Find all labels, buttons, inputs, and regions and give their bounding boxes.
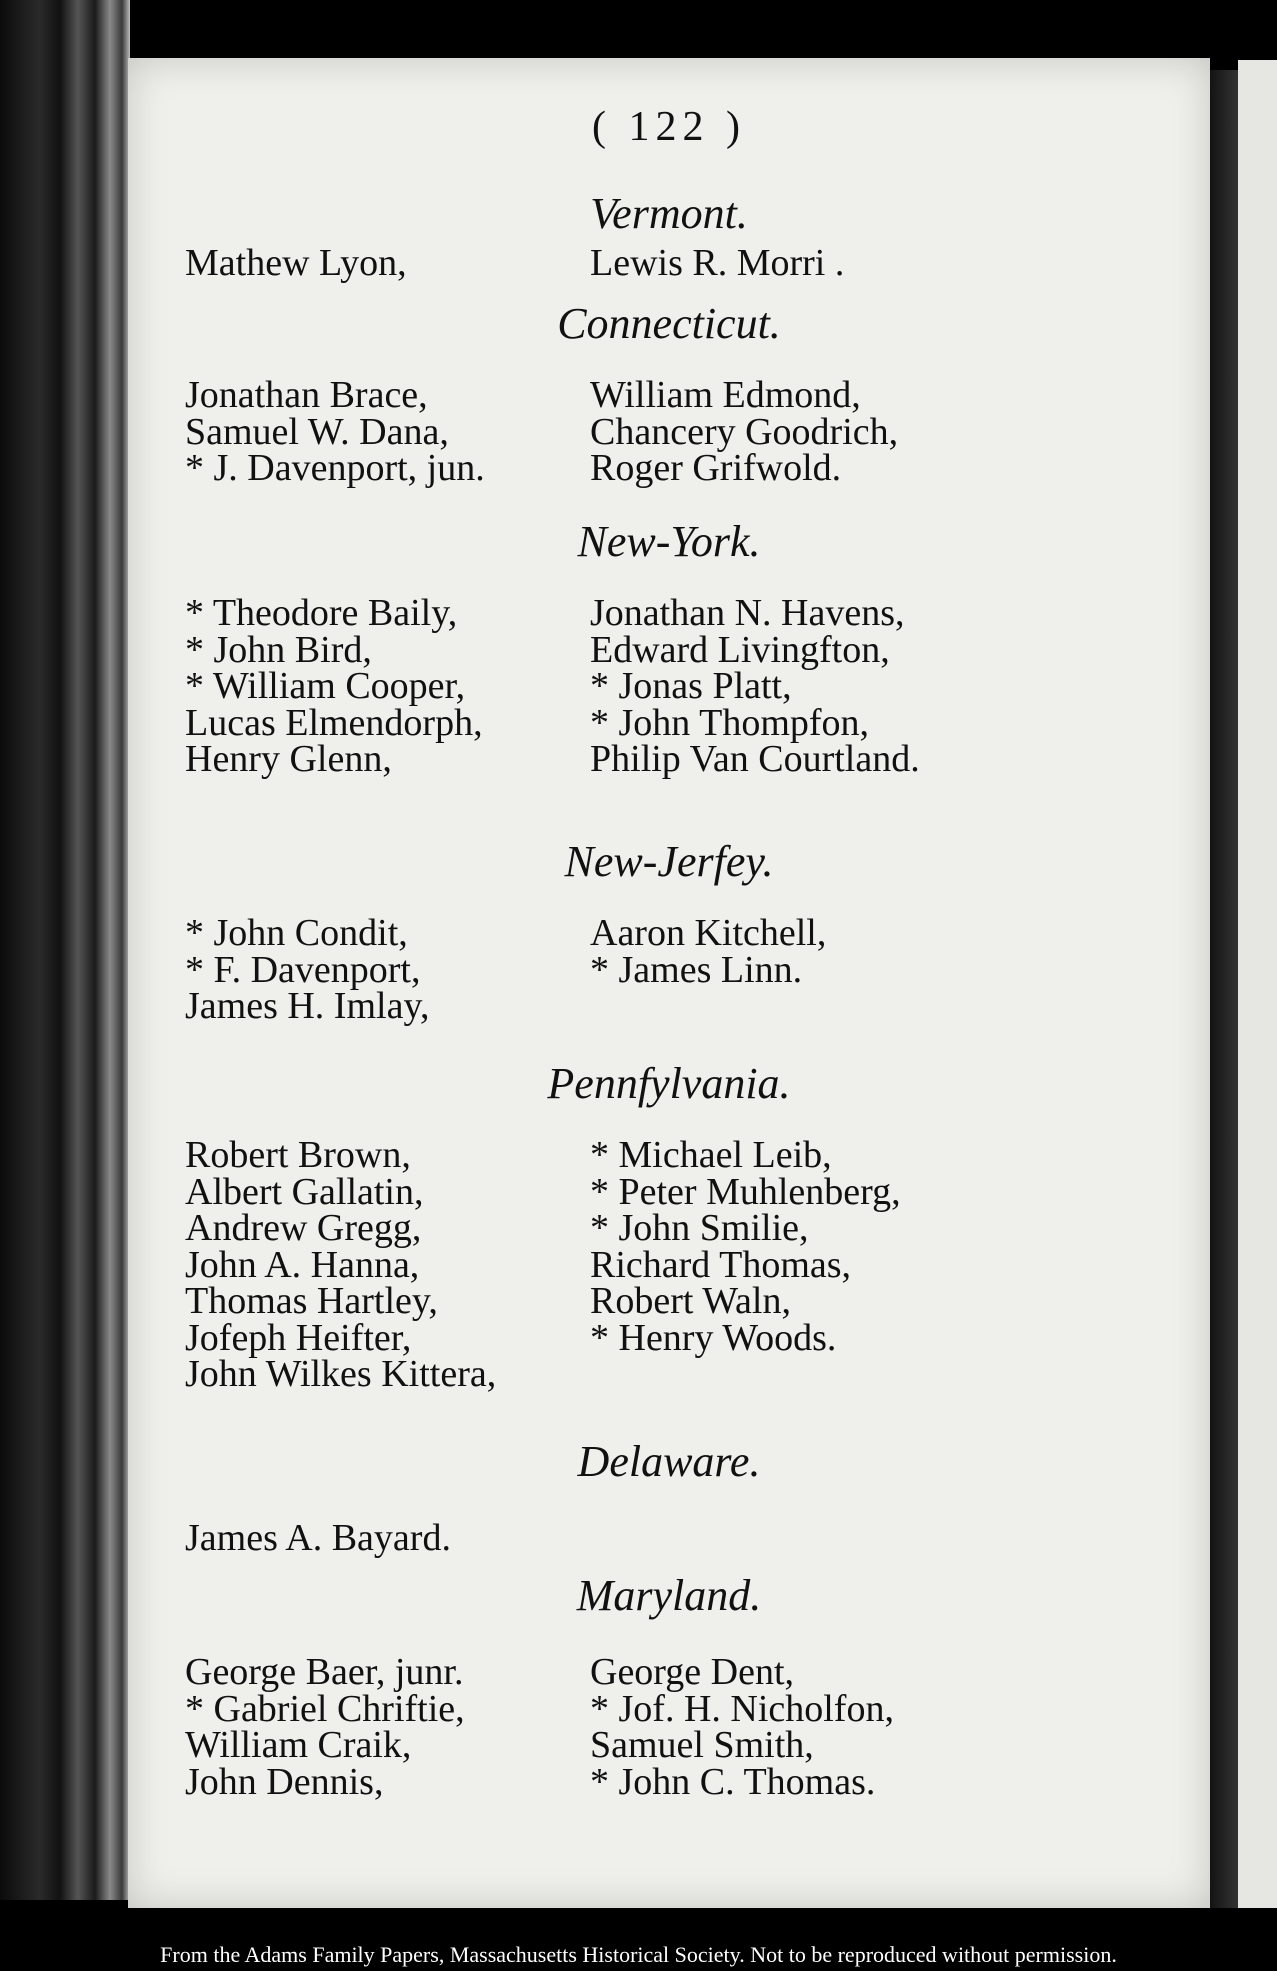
- representative-name: Samuel W. Dana,: [185, 410, 449, 453]
- representative-name: Mathew Lyon,: [185, 242, 407, 284]
- state-heading: Pennfylvania.: [547, 1059, 791, 1108]
- representative-name: Roger Grifwold.: [590, 447, 842, 489]
- representative-name: * James Linn.: [590, 948, 803, 991]
- representative-name: George Baer, junr.: [185, 1651, 464, 1693]
- representative-name: William Edmond,: [590, 374, 861, 416]
- representative-name: Edward Livingfton,: [590, 628, 890, 671]
- representative-name: * Peter Muhlenberg,: [590, 1170, 901, 1213]
- representative-name: Richard Thomas,: [590, 1243, 852, 1286]
- representative-name: John Dennis,: [185, 1760, 384, 1803]
- representative-name: Robert Waln,: [590, 1280, 791, 1322]
- representative-name: Jonathan Brace,: [185, 374, 428, 416]
- representative-name: * F. Davenport,: [185, 948, 421, 991]
- representative-name: Jonathan N. Havens,: [590, 592, 905, 634]
- representative-name: John Wilkes Kittera,: [185, 1353, 497, 1395]
- book-binding-edge: [0, 0, 130, 1900]
- state-heading: Maryland.: [576, 1571, 762, 1620]
- state-heading: Delaware.: [577, 1437, 761, 1486]
- page-number: ( 122 ): [592, 104, 746, 150]
- footer-caption: From the Adams Family Papers, Massachusetts Historical Society. Not to be reproduced without permission.: [160, 1942, 1117, 1967]
- representative-name: * John Condit,: [185, 912, 408, 954]
- state-heading: New-Jerfey.: [564, 837, 774, 886]
- representative-name: Albert Gallatin,: [185, 1170, 424, 1213]
- representative-name: Thomas Hartley,: [185, 1280, 438, 1322]
- representative-name: * William Cooper,: [185, 665, 466, 707]
- gutter-shadow: [1208, 70, 1238, 1908]
- representative-name: James H. Imlay,: [185, 985, 430, 1027]
- representative-name: * John C. Thomas.: [590, 1760, 876, 1803]
- representative-name: William Craik,: [185, 1724, 412, 1766]
- representative-name: * John Thompfon,: [590, 701, 870, 744]
- representative-name: Lewis R. Morri .: [590, 242, 845, 284]
- representative-name: * Michael Leib,: [590, 1134, 832, 1176]
- state-heading: Connecticut.: [557, 299, 781, 348]
- representative-name: * Jof. H. Nicholfon,: [590, 1687, 894, 1730]
- representative-name: * John Smilie,: [590, 1207, 809, 1249]
- representative-name: Lucas Elmendorph,: [185, 701, 483, 744]
- representative-name: * Theodore Baily,: [185, 592, 458, 634]
- representative-name: George Dent,: [590, 1651, 795, 1693]
- representative-name: Jofeph Heifter,: [185, 1316, 412, 1359]
- representative-name: Robert Brown,: [185, 1134, 411, 1176]
- state-heading: New-York.: [577, 517, 761, 566]
- document-page: [128, 58, 1210, 1908]
- facing-page-edge: [1238, 60, 1277, 1908]
- representative-name: Andrew Gregg,: [185, 1207, 422, 1249]
- representative-name: Chancery Goodrich,: [590, 410, 899, 453]
- representative-name: Henry Glenn,: [185, 738, 392, 780]
- representative-name: Samuel Smith,: [590, 1724, 814, 1766]
- representative-name: * J. Davenport, jun.: [185, 447, 485, 489]
- representative-name: * Henry Woods.: [590, 1316, 837, 1359]
- representative-name: James A. Bayard.: [185, 1517, 451, 1559]
- representative-name: * Jonas Platt,: [590, 665, 792, 707]
- representative-name: Aaron Kitchell,: [590, 912, 827, 954]
- representative-name: * Gabriel Chriftie,: [185, 1687, 465, 1730]
- representative-name: * John Bird,: [185, 628, 372, 671]
- state-heading: Vermont.: [590, 189, 748, 238]
- representative-name: John A. Hanna,: [185, 1243, 420, 1286]
- representative-name: Philip Van Courtland.: [590, 738, 920, 780]
